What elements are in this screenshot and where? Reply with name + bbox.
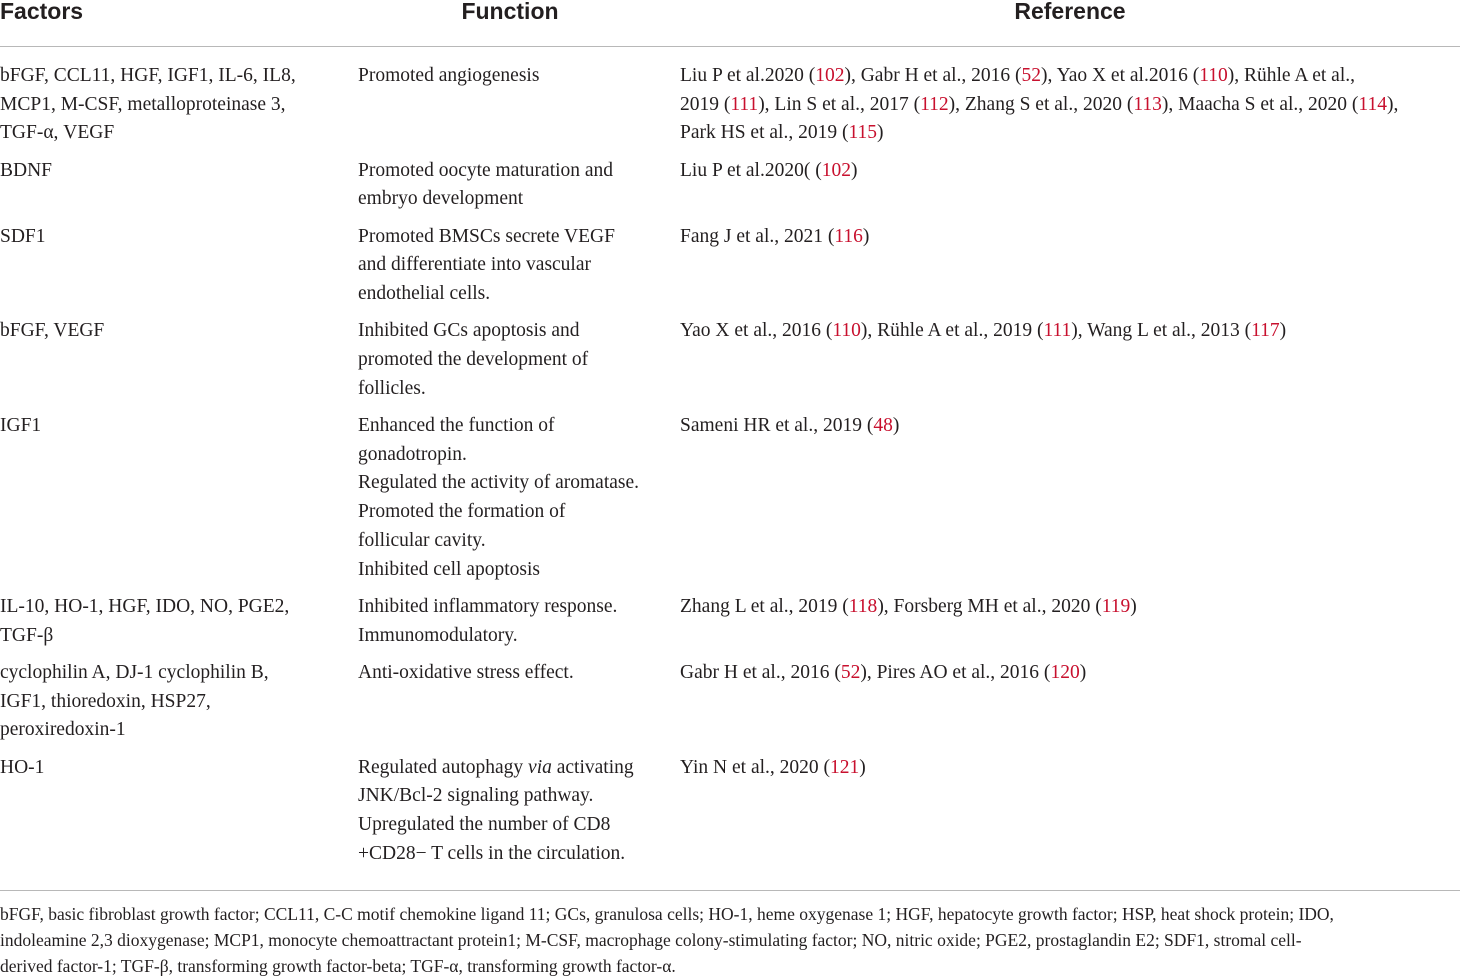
cell-reference <box>680 593 1460 622</box>
reference-text: Liu P et al.2020 ( <box>680 65 816 86</box>
reference-text: ), Zhang S et al., 2020 ( <box>948 93 1134 115</box>
table-row <box>0 754 1460 877</box>
table-row <box>0 223 1460 318</box>
reference-line <box>680 593 1460 622</box>
function-line: gonadotropin. <box>358 443 467 465</box>
reference-link[interactable]: 110 <box>1199 65 1228 86</box>
function-line: Immunomodulatory. <box>358 624 518 646</box>
reference-link[interactable]: 52 <box>1021 65 1042 86</box>
cell-function <box>358 317 668 403</box>
reference-text: Fang J et al., 2021 ( <box>680 225 835 247</box>
function-line: Regulated autophagy via activating <box>358 756 634 778</box>
reference-text: Liu P et al.2020( ( <box>680 159 822 181</box>
reference-link[interactable]: 102 <box>815 65 845 86</box>
column-header-reference: Reference <box>1014 0 1126 24</box>
reference-text: ) <box>892 415 900 437</box>
table-row <box>0 412 1460 593</box>
reference-text: Park HS et al., 2019 ( <box>680 122 849 144</box>
function-line: follicular cavity. <box>358 529 486 551</box>
function-line: Upregulated the number of CD8 <box>358 813 611 835</box>
factors-line: cyclophilin A, DJ-1 cyclophilin B, <box>0 661 269 683</box>
cell-factors <box>0 317 345 346</box>
function-line: Regulated the activity of aromatase. <box>358 472 640 494</box>
table-footnote <box>0 890 1460 979</box>
cell-reference <box>680 659 1460 688</box>
function-line: JNK/Bcl-2 signaling pathway. <box>358 785 594 807</box>
reference-line <box>680 157 1460 186</box>
function-line: embryo development <box>358 188 524 210</box>
factors-line: HO-1 <box>0 756 45 778</box>
reference-link[interactable]: 117 <box>1251 320 1280 342</box>
cell-factors <box>0 659 345 745</box>
reference-text: ), <box>1386 93 1399 115</box>
reference-text: ), Forsberg MH et al., 2020 ( <box>877 595 1102 617</box>
factors-line: peroxiredoxin-1 <box>0 719 126 741</box>
reference-text: ) <box>850 159 858 181</box>
reference-text: Gabr H et al., 2016 ( <box>680 661 841 683</box>
factors-line: BDNF <box>0 159 53 181</box>
function-line: Inhibited cell apoptosis <box>358 558 540 580</box>
factors-line: TGF-β <box>0 624 54 646</box>
factors-line: IGF1 <box>0 415 42 437</box>
cell-factors <box>0 157 345 186</box>
table-row <box>0 62 1460 157</box>
reference-link[interactable]: 121 <box>830 756 860 778</box>
cell-factors <box>0 62 345 148</box>
reference-link[interactable]: 102 <box>821 159 851 181</box>
factors-line: MCP1, M-CSF, metalloproteinase 3, <box>0 93 286 115</box>
reference-text: ), Gabr H et al., 2016 ( <box>844 65 1022 86</box>
reference-line <box>680 659 1460 688</box>
footnote-line: indoleamine 2,3 dioxygenase; MCP1, monocyte chemoattractant protein1; M-CSF, macrophage colony-stimulating factor; NO, nitric oxide; PGE2, prostaglandin E2; SDF1, stromal cell- <box>0 930 1302 950</box>
cell-reference <box>680 754 1460 783</box>
function-line: Promoted oocyte maturation and <box>358 159 614 181</box>
function-line: Promoted the formation of <box>358 501 566 523</box>
table-row <box>0 659 1460 754</box>
reference-text: ), Rühle A et al., 2019 ( <box>860 320 1044 342</box>
table-row <box>0 593 1460 659</box>
reference-link[interactable]: 111 <box>730 93 759 115</box>
cell-reference <box>680 317 1460 346</box>
reference-link[interactable]: 118 <box>848 595 878 617</box>
reference-text: ), Wang L et al., 2013 ( <box>1071 320 1252 342</box>
function-line: Inhibited GCs apoptosis and <box>358 320 580 342</box>
reference-text: ), Lin S et al., 2017 ( <box>758 93 921 115</box>
reference-line <box>680 119 1460 148</box>
factors-line: bFGF, VEGF <box>0 320 105 342</box>
column-header-factors: Factors <box>0 0 84 24</box>
factors-line: TGF-α, VEGF <box>0 122 115 144</box>
function-line: +CD28− T cells in the circulation. <box>358 842 626 864</box>
reference-text: Yao X et al., 2016 ( <box>680 320 833 342</box>
reference-text: ) <box>862 225 870 247</box>
reference-text: ) <box>876 122 884 144</box>
table-body <box>0 62 1460 877</box>
function-line: Inhibited inflammatory response. <box>358 595 618 617</box>
reference-text: ), Pires AO et al., 2016 ( <box>860 661 1051 683</box>
cell-reference <box>680 412 1460 441</box>
reference-line <box>680 317 1460 346</box>
reference-text: Sameni HR et al., 2019 ( <box>680 415 874 437</box>
cell-function <box>358 412 668 584</box>
function-line: endothelial cells. <box>358 283 491 305</box>
function-line: Anti-oxidative stress effect. <box>358 661 574 683</box>
reference-link[interactable]: 116 <box>834 225 863 247</box>
factors-line: SDF1 <box>0 225 46 247</box>
table-row <box>0 157 1460 223</box>
cell-reference <box>680 62 1460 148</box>
function-line: promoted the development of <box>358 349 589 371</box>
reference-text: 2019 ( <box>680 93 731 115</box>
footnote-line: bFGF, basic fibroblast growth factor; CCL11, C-C motif chemokine ligand 11; GCs, granulosa cells; HO-1, heme oxygenase 1; HGF, hepatocyte growth factor; HSP, heat shock protein; IDO, <box>0 904 1334 924</box>
table-header <box>0 0 1460 47</box>
cell-factors <box>0 412 345 441</box>
reference-line <box>680 223 1460 252</box>
reference-line <box>680 62 1460 91</box>
reference-link[interactable]: 48 <box>873 415 893 437</box>
reference-line <box>680 754 1460 783</box>
function-line: follicles. <box>358 377 426 399</box>
reference-text: ) <box>1279 320 1287 342</box>
reference-link[interactable]: 115 <box>848 122 877 144</box>
reference-link[interactable]: 52 <box>840 661 861 683</box>
factors-line: IL-10, HO-1, HGF, IDO, NO, PGE2, <box>0 595 290 617</box>
reference-link[interactable]: 112 <box>920 93 949 115</box>
reference-link[interactable]: 111 <box>1043 320 1072 342</box>
footnote-line: derived factor-1; TGF-β, transforming growth factor-beta; TGF-α, transforming growth factor-α. <box>0 956 676 976</box>
reference-text: ) <box>1130 595 1137 617</box>
column-header-function: Function <box>461 0 559 24</box>
cell-function <box>358 157 668 214</box>
cell-function <box>358 223 668 309</box>
reference-line <box>680 412 1460 441</box>
cell-function <box>358 62 668 91</box>
reference-link[interactable]: 113 <box>1133 93 1162 115</box>
function-line: Enhanced the function of <box>358 415 555 437</box>
cell-reference <box>680 157 1460 186</box>
reference-text: Yin N et al., 2020 ( <box>680 756 831 778</box>
factors-line: IGF1, thioredoxin, HSP27, <box>0 690 211 712</box>
cell-function <box>358 754 668 869</box>
cell-factors <box>0 223 345 252</box>
reference-link[interactable]: 120 <box>1050 661 1080 683</box>
cell-function <box>358 593 668 650</box>
reference-text: ) <box>1079 661 1087 683</box>
reference-link[interactable]: 114 <box>1358 93 1387 115</box>
reference-text: ), Yao X et al.2016 ( <box>1041 65 1200 86</box>
cell-factors <box>0 593 345 650</box>
table-row <box>0 317 1460 412</box>
reference-text: ), Rühle A et al., <box>1227 65 1356 86</box>
function-line: and differentiate into vascular <box>358 254 592 276</box>
cell-reference <box>680 223 1460 252</box>
function-line: Promoted BMSCs secrete VEGF <box>358 225 615 247</box>
reference-link[interactable]: 119 <box>1101 595 1131 617</box>
reference-line <box>680 91 1460 120</box>
reference-text: Zhang L et al., 2019 ( <box>680 595 849 617</box>
reference-link[interactable]: 110 <box>832 320 861 342</box>
function-line: Promoted angiogenesis <box>358 65 540 86</box>
cell-factors <box>0 754 345 783</box>
factors-line: bFGF, CCL11, HGF, IGF1, IL-6, IL8, <box>0 65 296 86</box>
reference-text: ), Maacha S et al., 2020 ( <box>1161 93 1359 115</box>
reference-text: ) <box>859 756 866 778</box>
cell-function <box>358 659 668 688</box>
